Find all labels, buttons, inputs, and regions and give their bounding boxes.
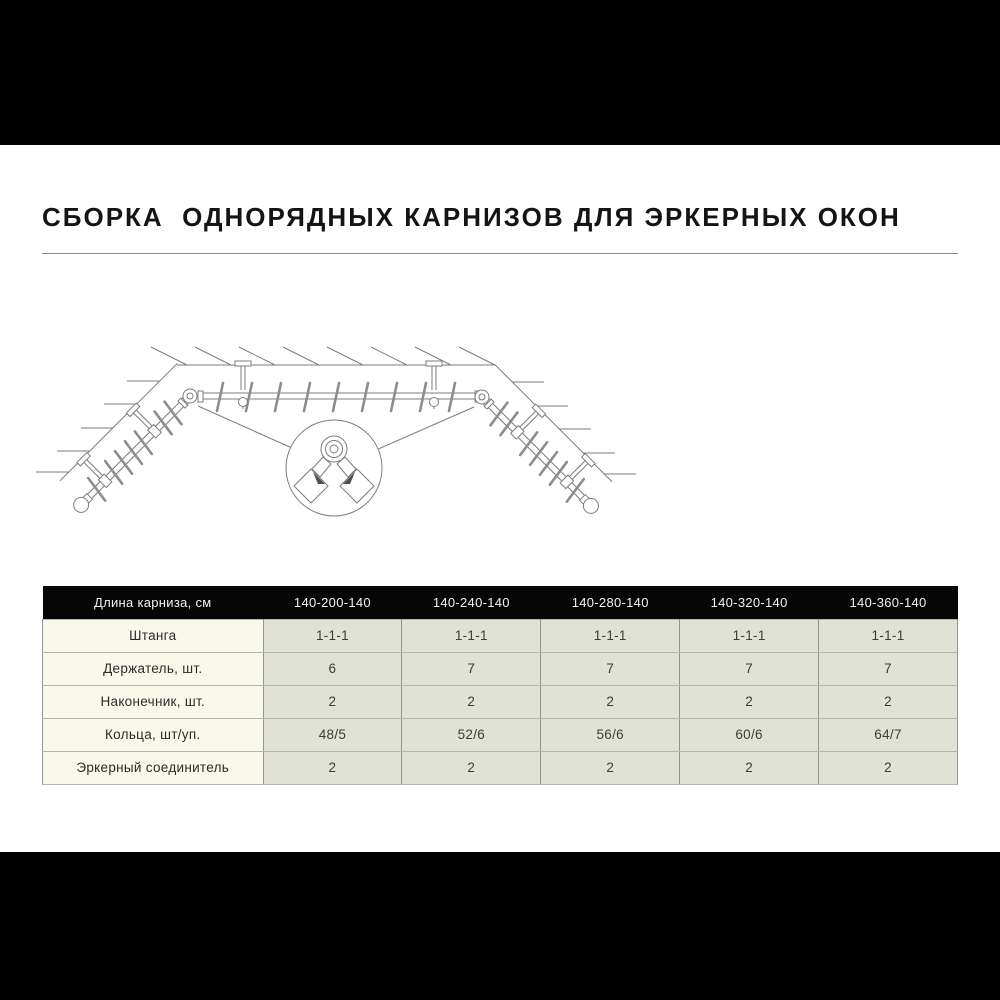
row-label: Штанга [43, 619, 264, 652]
connector-pivot [321, 436, 347, 462]
col-header-size-2: 140-240-140 [402, 586, 541, 619]
cell: 48/5 [263, 718, 402, 751]
cell: 56/6 [541, 718, 680, 751]
cell: 1-1-1 [680, 619, 819, 652]
cell: 2 [402, 685, 541, 718]
cell: 52/6 [402, 718, 541, 751]
cell: 2 [541, 685, 680, 718]
bay-window-assembly-diagram [30, 330, 650, 532]
bottom-letterbox-bar [0, 852, 1000, 1000]
ceiling-bracket [426, 361, 442, 409]
col-header-length: Длина карниза, см [43, 586, 264, 619]
bay-connector-detail [198, 406, 474, 516]
cell: 60/6 [680, 718, 819, 751]
row-label: Кольца, шт/уп. [43, 718, 264, 751]
ceiling-outline [151, 347, 495, 365]
col-header-size-4: 140-320-140 [680, 586, 819, 619]
leader-line-left [198, 406, 292, 448]
col-header-size-1: 140-200-140 [263, 586, 402, 619]
detail-zoom-circle [286, 420, 382, 516]
cell: 1-1-1 [263, 619, 402, 652]
row-label: Держатель, шт. [43, 652, 264, 685]
cell: 7 [680, 652, 819, 685]
title-divider [42, 253, 958, 254]
cell: 2 [263, 685, 402, 718]
table-row [43, 619, 958, 652]
cell: 1-1-1 [541, 619, 680, 652]
leader-line-right [376, 407, 474, 450]
table-header-row [43, 586, 958, 619]
cell: 7 [541, 652, 680, 685]
cell: 2 [402, 751, 541, 784]
center-rod-assembly [183, 361, 489, 411]
row-label: Наконечник, шт. [43, 685, 264, 718]
table-row [43, 718, 958, 751]
row-label: Эркерный соединитель [43, 751, 264, 784]
components-table [42, 586, 958, 785]
side-rod-assembly-left [52, 363, 209, 520]
cell: 2 [819, 685, 958, 718]
top-letterbox-bar [0, 0, 1000, 145]
cell: 2 [541, 751, 680, 784]
table-row [43, 685, 958, 718]
cell: 1-1-1 [402, 619, 541, 652]
left-wall-hatching [36, 381, 159, 472]
right-wall-hatching [512, 382, 636, 474]
corner-swivel-left [183, 389, 197, 403]
cell: 6 [263, 652, 402, 685]
side-rod-assembly-right [462, 364, 619, 521]
cell: 7 [402, 652, 541, 685]
cell: 7 [819, 652, 958, 685]
cell: 2 [680, 751, 819, 784]
col-header-size-5: 140-360-140 [819, 586, 958, 619]
cell: 2 [263, 751, 402, 784]
cell: 2 [680, 685, 819, 718]
corner-swivel-right [475, 390, 489, 404]
col-header-size-3: 140-280-140 [541, 586, 680, 619]
page-title: СБОРКА ОДНОРЯДНЫХ КАРНИЗОВ ДЛЯ ЭРКЕРНЫХ ОКОН [42, 202, 901, 232]
table-row [43, 751, 958, 784]
table-row [43, 652, 958, 685]
cell: 2 [819, 751, 958, 784]
cell: 64/7 [819, 718, 958, 751]
cell: 1-1-1 [819, 619, 958, 652]
